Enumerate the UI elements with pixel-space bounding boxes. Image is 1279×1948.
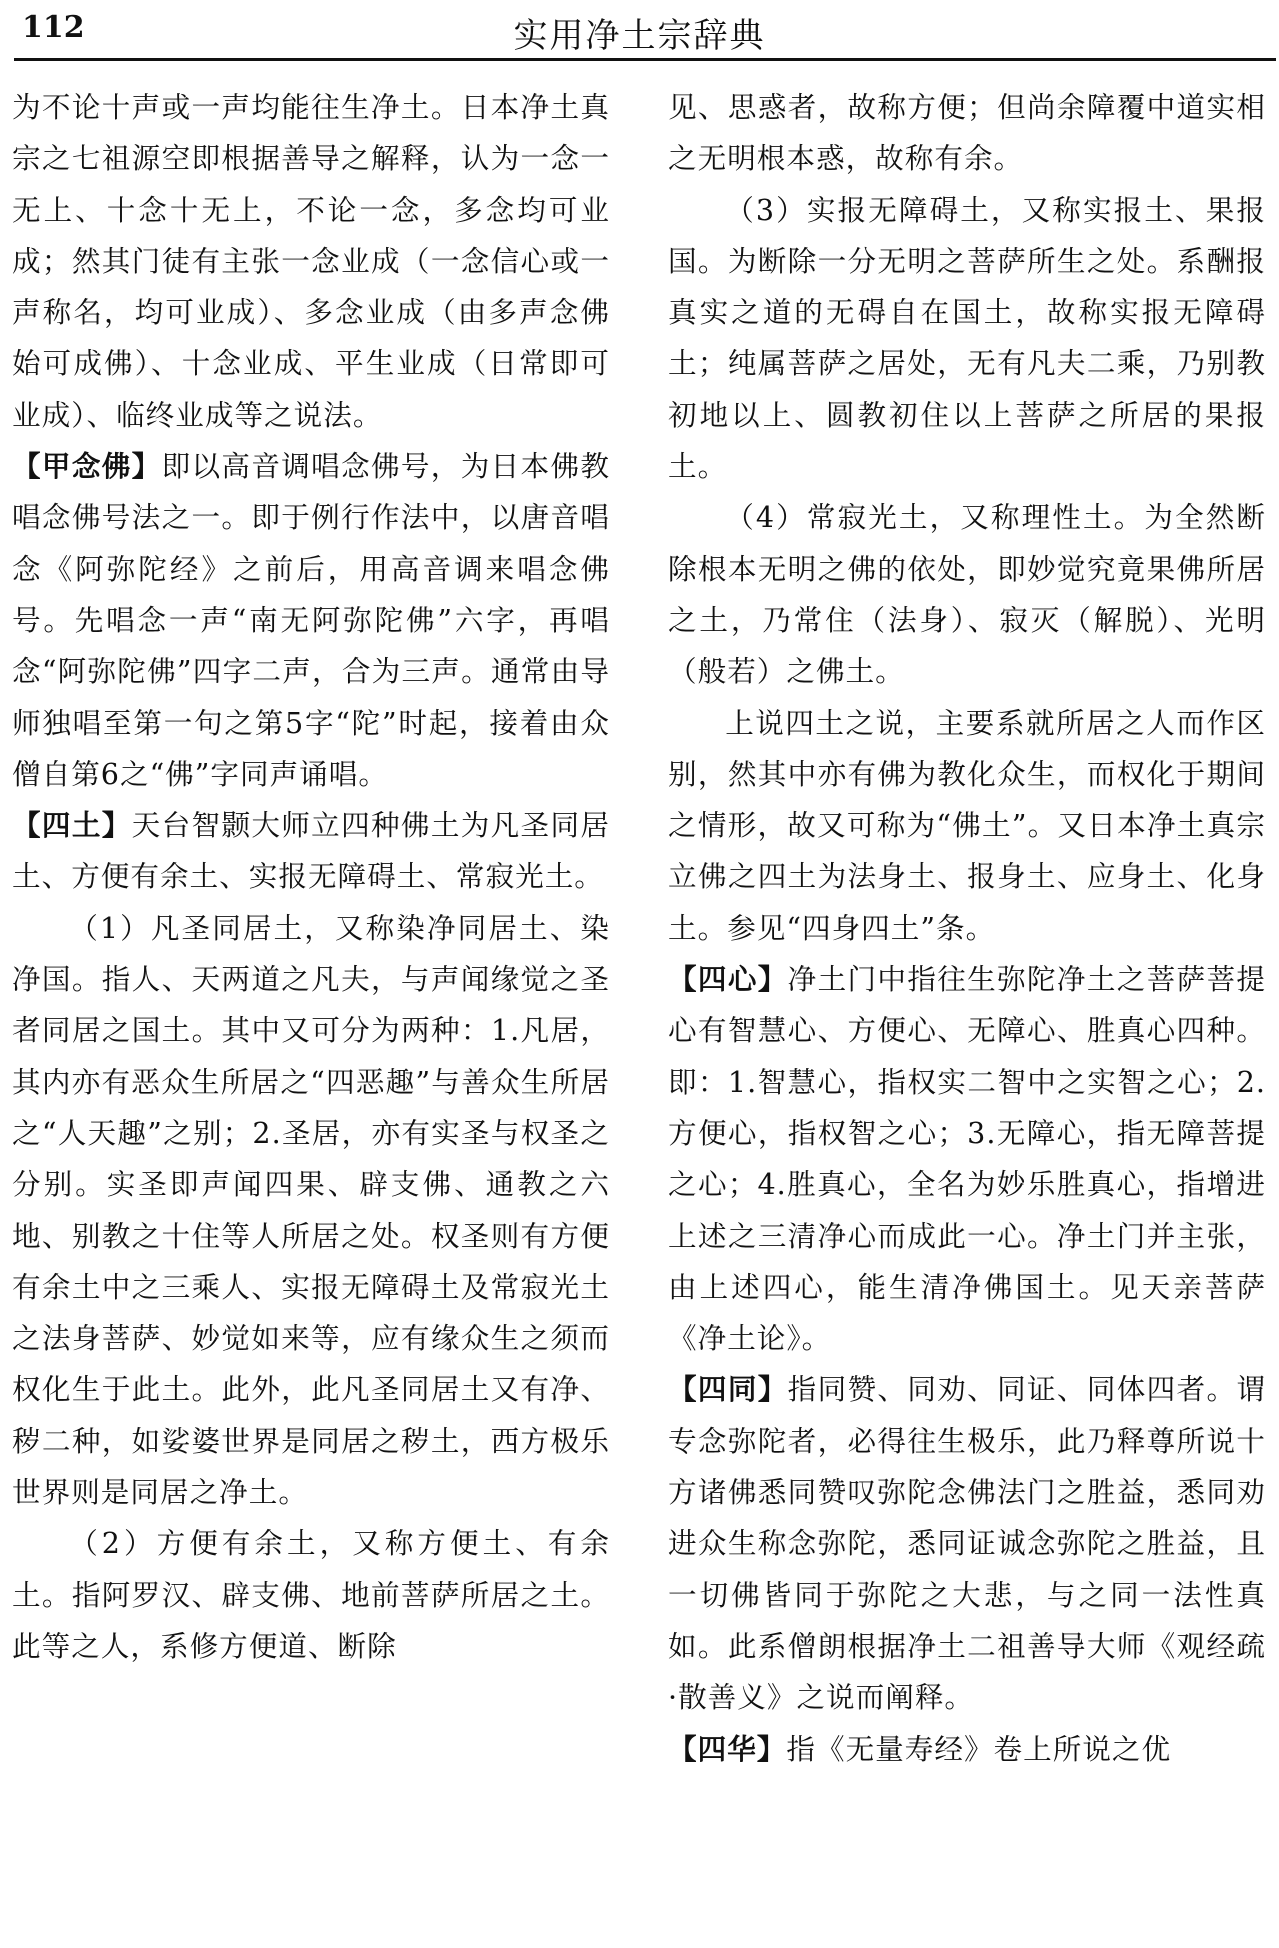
entry-headword: 【四华】 bbox=[668, 1731, 787, 1766]
entry-text: 天台智颢大师立四种佛土为凡圣同居土、方便有余土、实报无障碍土、常寂光土。 bbox=[12, 808, 610, 894]
entry-text: 指《无量寿经》卷上所说之优 bbox=[786, 1731, 1172, 1766]
page-number: 112 bbox=[22, 10, 85, 45]
entry-text: 即以高音调唱念佛号，为日本佛教唱念佛号法之一。即于例行作法中，以唐音唱念《阿弥陀经》之前后，用高音调来唱念佛号。先唱念一声“南无阿弥陀佛”六字，再唱念“阿弥陀佛”四字二声，合为三声。通常由导师独唱至第一句之第5字“陀”时起，接着由众僧自第6之“佛”字同声诵唱。 bbox=[12, 449, 610, 791]
paragraph-continuation: 见、思惑者，故称方便；但尚余障覆中道实相之无明根本惑，故称有余。 bbox=[668, 90, 1266, 176]
paragraph-changji-guang: （4）常寂光土，又称理性土。为全然断除根本无明之佛的依处，即妙觉究竟果佛所居之土，乃常住（法身）、寂灭（解脱）、光明（般若）之佛土。 bbox=[668, 500, 1266, 689]
header-rule bbox=[14, 58, 1276, 61]
paragraph-fangbian-youyu: （2）方便有余土，又称方便土、有余土。指阿罗汉、辟支佛、地前菩萨所居之土。此等之人，系修方便道、断除 bbox=[12, 1526, 610, 1663]
entry-si-xin bbox=[668, 954, 1266, 1364]
paragraph-shibao: （3）实报无障碍土，又称实报土、果报国。为断除一分无明之菩萨所生之处。系酬报真实之道的无碍自在国土，故称实报无障碍土；纯属菩萨之居处，无有凡夫二乘，乃别教初地以上、圆教初住以上菩萨之所居的果报土。 bbox=[668, 192, 1266, 484]
entry-si-tu bbox=[12, 800, 610, 903]
entry-si-hua bbox=[668, 1724, 1266, 1775]
entry-headword: 【四心】 bbox=[668, 962, 788, 997]
running-title: 实用净土宗辞典 bbox=[513, 16, 766, 56]
entry-text: 净土门中指往生弥陀净土之菩萨菩提心有智慧心、方便心、无障心、胜真心四种。即：1.智慧心，指权实二智中之实智之心；2.方便心，指权智之心；3.无障心，指无障菩提之心；4.胜真心，全名为妙乐胜真心，指增进上述之三清净心而成此一心。净土门并主张，由上述四心，能生清净佛国土。见天亲菩萨《净土论》。 bbox=[668, 962, 1266, 1356]
entry-si-tong bbox=[668, 1364, 1266, 1723]
left-column bbox=[12, 82, 610, 1942]
entry-headword: 【四同】 bbox=[668, 1372, 788, 1407]
entry-jia-nianfo bbox=[12, 441, 610, 800]
entry-headword: 【甲念佛】 bbox=[12, 449, 162, 484]
paragraph-continuation: 为不论十声或一声均能往生净土。日本净土真宗之七祖源空即根据善导之解释，认为一念一无上、十念十无上，不论一念，多念均可业成；然其门徒有主张一念业成（一念信心或一声称名，均可业成）、多念业成（由多声念佛始可成佛）、十念业成、平生业成（日常即可业成）、临终业成等之说法。 bbox=[12, 90, 610, 432]
entry-text: 指同赞、同劝、同证、同体四者。谓专念弥陀者，必得往生极乐，此乃释尊所说十方诸佛悉同赞叹弥陀念佛法门之胜益，悉同劝进众生称念弥陀，悉同证诚念弥陀之胜益，且一切佛皆同于弥陀之大悲，与之同一法性真如。此系僧朗根据净土二祖善导大师《观经疏·散善义》之说而阐释。 bbox=[668, 1372, 1266, 1715]
paragraph-fansheng-tongju: （1）凡圣同居土，又称染净同居土、染净国。指人、天两道之凡夫，与声闻缘觉之圣者同居之国土。其中又可分为两种：1.凡居，其内亦有恶众生所居之“四恶趣”与善众生所居之“人天趣”之别；2.圣居，亦有实圣与权圣之分别。实圣即声闻四果、辟支佛、通教之六地、别教之十住等人所居之处。权圣则有方便有余土中之三乘人、实报无障碍土及常寂光土之法身菩萨、妙觉如来等，应有缘众生之须而权化生于此土。此外，此凡圣同居土又有净、秽二种，如娑婆世界是同居之秽土，西方极乐世界则是同居之净土。 bbox=[12, 910, 610, 1510]
paragraph-summary: 上说四土之说，主要系就所居之人而作区别，然其中亦有佛为教化众生，而权化于期间之情形，故又可称为“佛土”。又日本净土真宗立佛之四土为法身土、报身土、应身土、化身土。参见“四身四土”条。 bbox=[668, 705, 1266, 945]
entry-headword: 【四土】 bbox=[12, 808, 132, 843]
right-column bbox=[668, 82, 1266, 1942]
page-header bbox=[0, 0, 1279, 60]
